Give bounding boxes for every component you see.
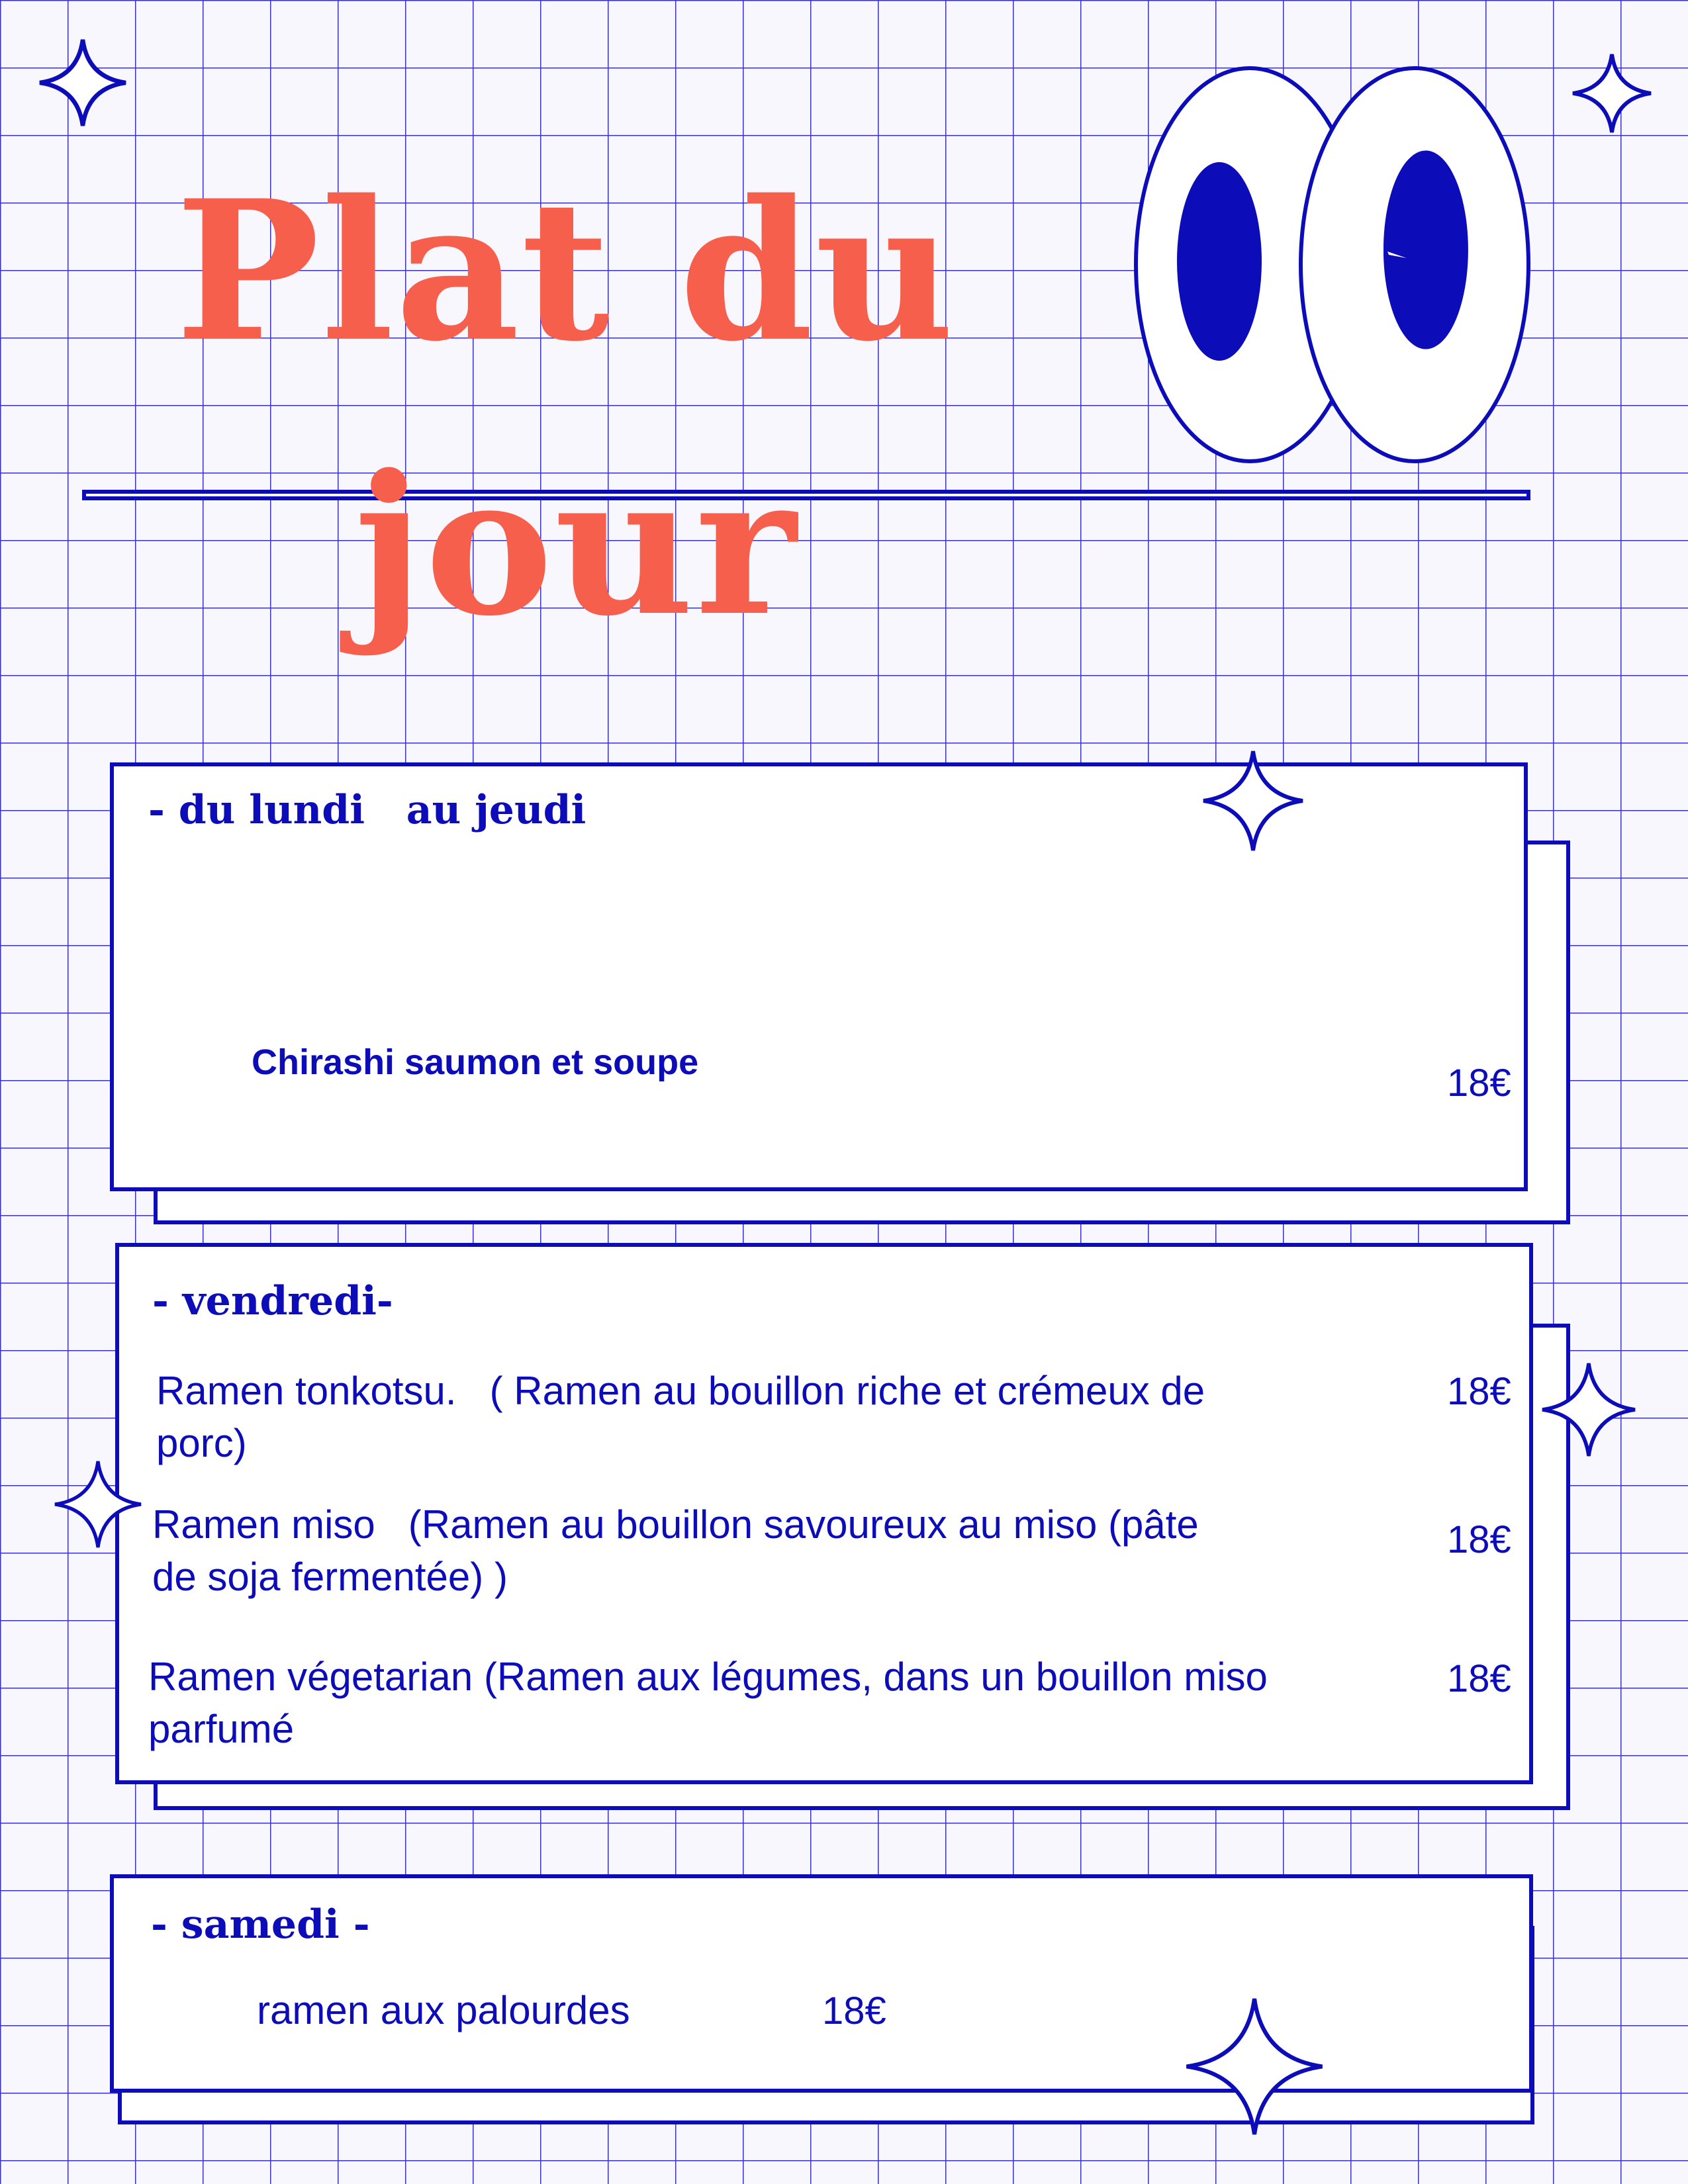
menu-item-name: Ramen végetarian (Ramen aux légumes, dans un bouillon miso parfumé [148,1655,1268,1752]
menu-item-price: 18€ [1447,1370,1511,1413]
page-title-line-2: jour [354,433,798,659]
sparkle-star-icon [1573,54,1651,132]
menu-item-name: Ramen tonkotsu. ( Ramen au bouillon riche et crémeux de porc) [156,1369,1205,1466]
menu-item-price: 18€ [1447,1518,1511,1561]
sparkle-star-icon [52,1461,144,1547]
menu-item-name: Chirashi saumon et soupe [252,1042,699,1082]
sparkle-star-icon [1185,1999,1324,2134]
sparkle-star-icon [1542,1363,1635,1456]
menu-item-price: 18€ [1447,1062,1511,1105]
section-heading: - vendredi- [152,1278,393,1324]
section-friday [115,1243,1533,1784]
page-title-line-1: Plat du [175,159,956,384]
menu-item-name: Ramen miso (Ramen au bouillon savoureux au miso (pâte de soja fermentée) ) [152,1502,1199,1600]
menu-item-name: ramen aux palourdes [257,1988,630,2032]
sparkle-star-icon [40,40,126,126]
menu-item-price: 18€ [822,1989,886,2032]
googly-eyes-icon [1125,63,1542,483]
section-heading: - du lundi au jeudi [148,787,586,833]
menu-item-price: 18€ [1447,1657,1511,1700]
title-underline [82,490,1530,500]
sparkle-star-icon [1203,751,1303,850]
section-heading: - samedi - [151,1901,370,1948]
section-weekdays [110,762,1528,1191]
